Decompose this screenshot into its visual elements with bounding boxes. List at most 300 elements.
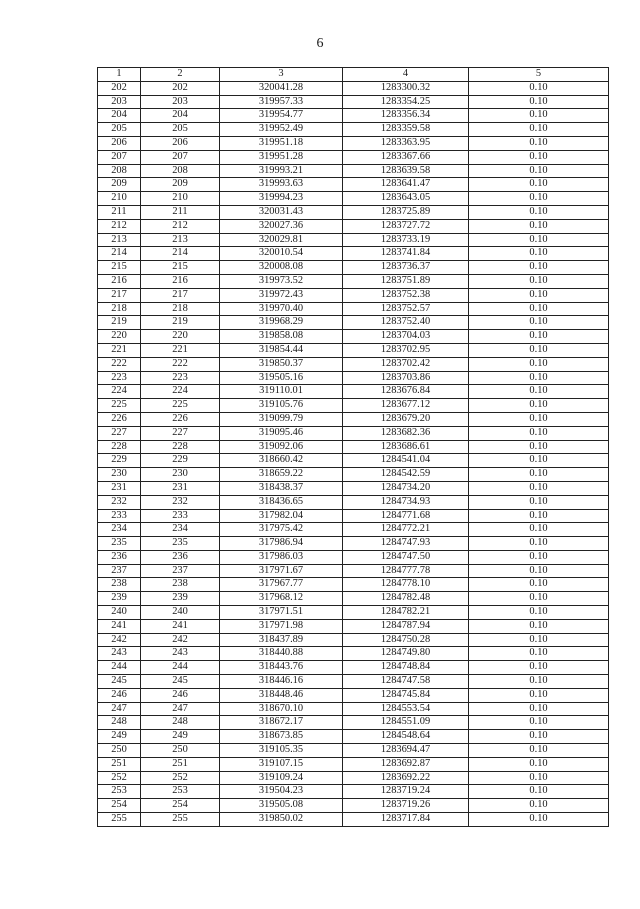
table-cell: 226 (98, 412, 141, 426)
table-cell: 319105.35 (220, 744, 343, 758)
table-cell: 0.10 (469, 702, 609, 716)
table-cell: 247 (98, 702, 141, 716)
table-cell: 224 (141, 385, 220, 399)
table-cell: 253 (141, 785, 220, 799)
table-cell: 0.10 (469, 606, 609, 620)
table-cell: 318670.10 (220, 702, 343, 716)
table-row (98, 578, 609, 592)
table-cell: 210 (141, 192, 220, 206)
table-cell: 1284747.93 (343, 537, 469, 551)
table-cell: 247 (141, 702, 220, 716)
table-cell: 0.10 (469, 343, 609, 357)
table-cell: 319973.52 (220, 274, 343, 288)
table-cell: 203 (98, 95, 141, 109)
table-cell: 1283363.95 (343, 136, 469, 150)
table-cell: 1284787.94 (343, 619, 469, 633)
page-number: 6 (316, 36, 324, 51)
table-cell: 319092.06 (220, 440, 343, 454)
table-cell: 1283643.05 (343, 192, 469, 206)
table-cell: 205 (141, 123, 220, 137)
table-cell: 1284750.28 (343, 633, 469, 647)
table-cell: 320029.81 (220, 233, 343, 247)
table-row (98, 343, 609, 357)
table-cell: 219 (98, 316, 141, 330)
table-row (98, 95, 609, 109)
table-cell: 235 (141, 537, 220, 551)
table-cell: 228 (141, 440, 220, 454)
table-cell: 0.10 (469, 771, 609, 785)
table-cell: 0.10 (469, 785, 609, 799)
table-cell: 241 (141, 619, 220, 633)
table-cell: 0.10 (469, 799, 609, 813)
table-cell: 228 (98, 440, 141, 454)
table-cell: 0.10 (469, 219, 609, 233)
table-cell: 0.10 (469, 399, 609, 413)
table-cell: 1283751.89 (343, 274, 469, 288)
table-cell: 245 (141, 675, 220, 689)
table-cell: 202 (98, 81, 141, 95)
table-cell: 317982.04 (220, 509, 343, 523)
table-row (98, 261, 609, 275)
table-cell: 1283676.84 (343, 385, 469, 399)
table-cell: 207 (98, 150, 141, 164)
table-cell: 204 (98, 109, 141, 123)
table-cell: 232 (98, 495, 141, 509)
table-cell: 1283359.58 (343, 123, 469, 137)
table-cell: 317971.98 (220, 619, 343, 633)
table-cell: 319993.21 (220, 164, 343, 178)
table-cell: 317975.42 (220, 523, 343, 537)
table-row (98, 730, 609, 744)
table-cell: 206 (98, 136, 141, 150)
table-row (98, 799, 609, 813)
coordinates-table-container (97, 67, 609, 827)
table-cell: 207 (141, 150, 220, 164)
table-row (98, 123, 609, 137)
table-cell: 1283702.95 (343, 343, 469, 357)
table-cell: 240 (98, 606, 141, 620)
table-cell: 211 (141, 205, 220, 219)
table-cell: 0.10 (469, 647, 609, 661)
table-cell: 319504.23 (220, 785, 343, 799)
table-cell: 223 (141, 371, 220, 385)
table-cell: 318659.22 (220, 468, 343, 482)
table-cell: 219 (141, 316, 220, 330)
table-cell: 319107.15 (220, 757, 343, 771)
table-cell: 317971.67 (220, 564, 343, 578)
table-cell: 1283719.24 (343, 785, 469, 799)
table-cell: 319951.28 (220, 150, 343, 164)
table-row (98, 81, 609, 95)
table-cell: 1283702.42 (343, 357, 469, 371)
table-cell: 318443.76 (220, 661, 343, 675)
table-cell: 234 (141, 523, 220, 537)
table-cell: 254 (141, 799, 220, 813)
table-row (98, 399, 609, 413)
table-cell: 0.10 (469, 661, 609, 675)
table-cell: 0.10 (469, 109, 609, 123)
table-cell: 248 (98, 716, 141, 730)
table-cell: 254 (98, 799, 141, 813)
table-cell: 214 (98, 247, 141, 261)
table-cell: 0.10 (469, 357, 609, 371)
table-cell: 225 (141, 399, 220, 413)
table-cell: 0.10 (469, 675, 609, 689)
column-header: 4 (343, 68, 469, 82)
table-cell: 319505.08 (220, 799, 343, 813)
table-cell: 0.10 (469, 440, 609, 454)
table-cell: 218 (141, 302, 220, 316)
table-cell: 318437.89 (220, 633, 343, 647)
table-cell: 1283752.57 (343, 302, 469, 316)
table-cell: 222 (141, 357, 220, 371)
table-cell: 238 (141, 578, 220, 592)
table-row (98, 661, 609, 675)
table-cell: 230 (98, 468, 141, 482)
table-cell: 0.10 (469, 426, 609, 440)
table-cell: 238 (98, 578, 141, 592)
table-cell: 244 (98, 661, 141, 675)
table-row (98, 412, 609, 426)
table-cell: 319850.37 (220, 357, 343, 371)
table-cell: 0.10 (469, 150, 609, 164)
table-row (98, 523, 609, 537)
table-cell: 242 (98, 633, 141, 647)
table-cell: 1283367.66 (343, 150, 469, 164)
table-cell: 246 (98, 688, 141, 702)
table-cell: 0.10 (469, 578, 609, 592)
table-cell: 214 (141, 247, 220, 261)
table-cell: 319954.77 (220, 109, 343, 123)
table-cell: 1284782.48 (343, 592, 469, 606)
table-cell: 1283725.89 (343, 205, 469, 219)
table-cell: 319109.24 (220, 771, 343, 785)
table-cell: 318660.42 (220, 454, 343, 468)
table-row (98, 744, 609, 758)
table-cell: 0.10 (469, 537, 609, 551)
table-cell: 319972.43 (220, 288, 343, 302)
table-cell: 1284542.59 (343, 468, 469, 482)
table-cell: 217 (98, 288, 141, 302)
table-cell: 0.10 (469, 716, 609, 730)
table-cell: 0.10 (469, 633, 609, 647)
table-cell: 245 (98, 675, 141, 689)
table-cell: 255 (141, 813, 220, 827)
table-cell: 220 (141, 330, 220, 344)
table-cell: 221 (98, 343, 141, 357)
table-cell: 320010.54 (220, 247, 343, 261)
table-cell: 0.10 (469, 523, 609, 537)
table-cell: 0.10 (469, 95, 609, 109)
table-cell: 1283717.84 (343, 813, 469, 827)
table-row (98, 385, 609, 399)
table-row (98, 606, 609, 620)
table-cell: 246 (141, 688, 220, 702)
table-cell: 0.10 (469, 178, 609, 192)
table-cell: 0.10 (469, 371, 609, 385)
table-row (98, 688, 609, 702)
table-row (98, 702, 609, 716)
table-row (98, 288, 609, 302)
table-cell: 318448.46 (220, 688, 343, 702)
table-cell: 319854.44 (220, 343, 343, 357)
table-cell: 0.10 (469, 81, 609, 95)
table-cell: 320041.28 (220, 81, 343, 95)
table-cell: 1284747.58 (343, 675, 469, 689)
column-header: 2 (141, 68, 220, 82)
table-row (98, 150, 609, 164)
table-cell: 320031.43 (220, 205, 343, 219)
table-row (98, 233, 609, 247)
table-cell: 253 (98, 785, 141, 799)
table-cell: 225 (98, 399, 141, 413)
table-row (98, 247, 609, 261)
table-cell: 231 (141, 481, 220, 495)
table-cell: 0.10 (469, 550, 609, 564)
table-cell: 317986.03 (220, 550, 343, 564)
table-row (98, 468, 609, 482)
table-row (98, 205, 609, 219)
table-cell: 237 (98, 564, 141, 578)
table-cell: 319994.23 (220, 192, 343, 206)
table-cell: 251 (141, 757, 220, 771)
table-cell: 0.10 (469, 274, 609, 288)
table-cell: 1284553.54 (343, 702, 469, 716)
table-cell: 317968.12 (220, 592, 343, 606)
table-cell: 0.10 (469, 454, 609, 468)
table-row (98, 495, 609, 509)
table-cell: 1284541.04 (343, 454, 469, 468)
table-cell: 233 (98, 509, 141, 523)
table-cell: 251 (98, 757, 141, 771)
table-cell: 317986.94 (220, 537, 343, 551)
table-cell: 1283719.26 (343, 799, 469, 813)
table-cell: 236 (141, 550, 220, 564)
table-cell: 0.10 (469, 136, 609, 150)
table-cell: 208 (141, 164, 220, 178)
table-cell: 223 (98, 371, 141, 385)
table-cell: 212 (141, 219, 220, 233)
table-row (98, 619, 609, 633)
table-cell: 0.10 (469, 247, 609, 261)
table-row (98, 357, 609, 371)
table-cell: 0.10 (469, 509, 609, 523)
table-cell: 1283736.37 (343, 261, 469, 275)
table-cell: 1284771.68 (343, 509, 469, 523)
table-cell: 0.10 (469, 564, 609, 578)
table-cell: 236 (98, 550, 141, 564)
table-cell: 1284772.21 (343, 523, 469, 537)
table-cell: 1284747.50 (343, 550, 469, 564)
table-cell: 221 (141, 343, 220, 357)
table-row (98, 481, 609, 495)
table-cell: 318672.17 (220, 716, 343, 730)
table-cell: 0.10 (469, 316, 609, 330)
table-cell: 215 (98, 261, 141, 275)
table-cell: 1284551.09 (343, 716, 469, 730)
table-cell: 1283354.25 (343, 95, 469, 109)
table-cell: 229 (98, 454, 141, 468)
table-cell: 1283639.58 (343, 164, 469, 178)
table-cell: 0.10 (469, 123, 609, 137)
table-cell: 0.10 (469, 744, 609, 758)
table-cell: 1284778.10 (343, 578, 469, 592)
table-cell: 1283682.36 (343, 426, 469, 440)
table-row (98, 757, 609, 771)
table-row (98, 564, 609, 578)
table-cell: 255 (98, 813, 141, 827)
table-cell: 1283694.47 (343, 744, 469, 758)
table-cell: 239 (141, 592, 220, 606)
table-cell: 1283752.40 (343, 316, 469, 330)
table-body (98, 81, 609, 826)
table-cell: 0.10 (469, 495, 609, 509)
table-cell: 1284782.21 (343, 606, 469, 620)
table-row (98, 426, 609, 440)
table-cell: 0.10 (469, 205, 609, 219)
table-row (98, 136, 609, 150)
table-cell: 0.10 (469, 330, 609, 344)
table-cell: 1283704.03 (343, 330, 469, 344)
table-cell: 318438.37 (220, 481, 343, 495)
table-cell: 0.10 (469, 757, 609, 771)
table-cell: 220 (98, 330, 141, 344)
table-cell: 250 (141, 744, 220, 758)
table-cell: 242 (141, 633, 220, 647)
table-row (98, 813, 609, 827)
table-cell: 252 (141, 771, 220, 785)
table-cell: 317967.77 (220, 578, 343, 592)
table-cell: 250 (98, 744, 141, 758)
table-cell: 0.10 (469, 261, 609, 275)
table-cell: 1283727.72 (343, 219, 469, 233)
table-cell: 1284748.84 (343, 661, 469, 675)
column-header: 3 (220, 68, 343, 82)
table-cell: 1283733.19 (343, 233, 469, 247)
table-cell: 0.10 (469, 688, 609, 702)
table-cell: 229 (141, 454, 220, 468)
coordinates-table (97, 67, 609, 827)
table-cell: 1283692.87 (343, 757, 469, 771)
table-cell: 208 (98, 164, 141, 178)
table-cell: 1284777.78 (343, 564, 469, 578)
column-header: 1 (98, 68, 141, 82)
table-cell: 318673.85 (220, 730, 343, 744)
table-cell: 213 (141, 233, 220, 247)
table-cell: 319850.02 (220, 813, 343, 827)
table-cell: 318440.88 (220, 647, 343, 661)
table-cell: 1283703.86 (343, 371, 469, 385)
table-cell: 237 (141, 564, 220, 578)
table-cell: 234 (98, 523, 141, 537)
table-cell: 249 (141, 730, 220, 744)
table-cell: 0.10 (469, 730, 609, 744)
table-row (98, 633, 609, 647)
table-cell: 240 (141, 606, 220, 620)
table-cell: 319095.46 (220, 426, 343, 440)
table-cell: 233 (141, 509, 220, 523)
table-row (98, 330, 609, 344)
table-cell: 1284745.84 (343, 688, 469, 702)
table-row (98, 316, 609, 330)
table-row (98, 371, 609, 385)
table-row (98, 164, 609, 178)
table-header-row (98, 68, 609, 82)
table-cell: 248 (141, 716, 220, 730)
table-row (98, 550, 609, 564)
table-cell: 320008.08 (220, 261, 343, 275)
table-row (98, 509, 609, 523)
column-header: 5 (469, 68, 609, 82)
table-cell: 243 (98, 647, 141, 661)
table-row (98, 178, 609, 192)
table-cell: 0.10 (469, 468, 609, 482)
table-row (98, 647, 609, 661)
table-cell: 319993.63 (220, 178, 343, 192)
table-cell: 1283752.38 (343, 288, 469, 302)
table-row (98, 592, 609, 606)
table-cell: 202 (141, 81, 220, 95)
table-cell: 319951.18 (220, 136, 343, 150)
table-cell: 319099.79 (220, 412, 343, 426)
table-cell: 318446.16 (220, 675, 343, 689)
table-cell: 216 (98, 274, 141, 288)
table-cell: 319970.40 (220, 302, 343, 316)
table-cell: 222 (98, 357, 141, 371)
table-cell: 226 (141, 412, 220, 426)
table-cell: 0.10 (469, 192, 609, 206)
table-cell: 1283679.20 (343, 412, 469, 426)
table-cell: 215 (141, 261, 220, 275)
table-cell: 212 (98, 219, 141, 233)
table-cell: 1283300.32 (343, 81, 469, 95)
table-cell: 1284749.80 (343, 647, 469, 661)
table-row (98, 537, 609, 551)
table-row (98, 675, 609, 689)
table-cell: 0.10 (469, 233, 609, 247)
table-cell: 1283677.12 (343, 399, 469, 413)
table-cell: 0.10 (469, 385, 609, 399)
table-cell: 319105.76 (220, 399, 343, 413)
table-row (98, 785, 609, 799)
table-cell: 244 (141, 661, 220, 675)
table-row (98, 274, 609, 288)
table-cell: 241 (98, 619, 141, 633)
table-cell: 243 (141, 647, 220, 661)
table-cell: 235 (98, 537, 141, 551)
table-row (98, 109, 609, 123)
table-cell: 252 (98, 771, 141, 785)
table-cell: 211 (98, 205, 141, 219)
table-cell: 318436.65 (220, 495, 343, 509)
table-cell: 319952.49 (220, 123, 343, 137)
table-cell: 232 (141, 495, 220, 509)
table-cell: 231 (98, 481, 141, 495)
table-cell: 224 (98, 385, 141, 399)
table-cell: 0.10 (469, 619, 609, 633)
table-cell: 0.10 (469, 592, 609, 606)
table-cell: 1283686.61 (343, 440, 469, 454)
table-cell: 1283641.47 (343, 178, 469, 192)
table-cell: 0.10 (469, 813, 609, 827)
table-cell: 0.10 (469, 412, 609, 426)
table-cell: 1283692.22 (343, 771, 469, 785)
table-cell: 217 (141, 288, 220, 302)
table-cell: 204 (141, 109, 220, 123)
table-row (98, 302, 609, 316)
table-cell: 218 (98, 302, 141, 316)
table-row (98, 219, 609, 233)
